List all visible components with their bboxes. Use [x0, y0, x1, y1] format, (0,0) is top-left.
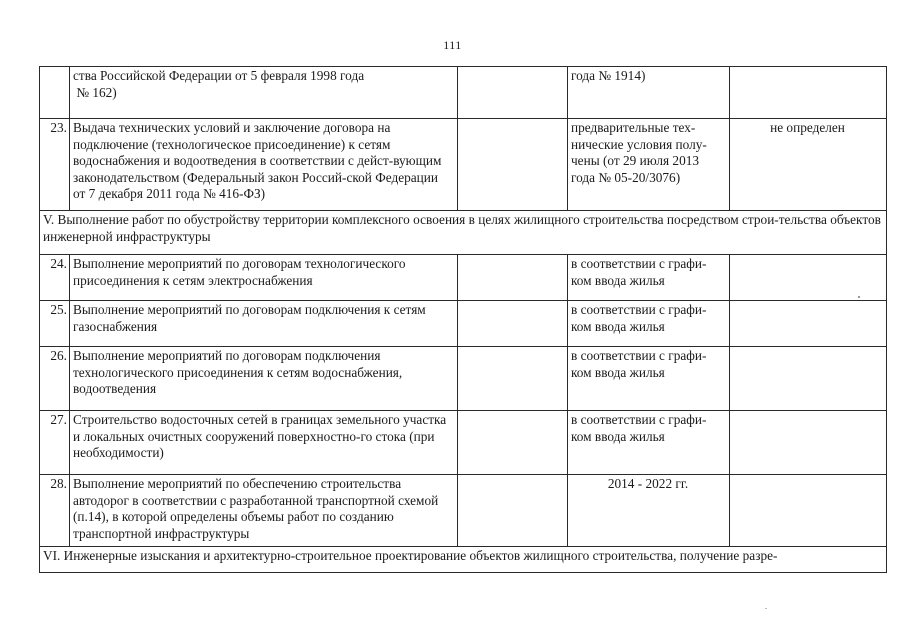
section-row: [40, 211, 887, 255]
scan-speck: [765, 608, 767, 609]
empty-cell: [458, 301, 568, 347]
empty-cell: [458, 255, 568, 301]
row-number: 23.: [40, 119, 70, 211]
activity-cell: ства Российской Федерации от 5 февраля 1998 года № 162): [70, 67, 458, 119]
empty-cell: [730, 347, 887, 411]
scan-speck: [858, 296, 860, 298]
section-heading-vi: VI. Инженерные изыскания и архитектурно-строительное проектирование объектов жилищного строительства, получение разре-: [40, 547, 887, 573]
row-number: 25.: [40, 301, 70, 347]
deadline-cell: в соответствии с графи-ком ввода жилья: [568, 411, 730, 475]
deadline-cell: года № 1914): [568, 67, 730, 119]
empty-cell: [458, 347, 568, 411]
status-cell: не определен: [730, 119, 887, 211]
activities-table: [39, 66, 887, 573]
activity-cell: Выполнение мероприятий по договорам технологического присоединения к сетям электроснабжения: [70, 255, 458, 301]
row-number: 24.: [40, 255, 70, 301]
section-row: [40, 547, 887, 573]
empty-cell: [730, 255, 887, 301]
activity-cell: Выполнение мероприятий по договорам подключения технологического присоединения к сетям водоснабжения, водоотведения: [70, 347, 458, 411]
table-row: [40, 411, 887, 475]
row-number: 27.: [40, 411, 70, 475]
empty-cell: [458, 119, 568, 211]
empty-cell: [730, 67, 887, 119]
table-row: [40, 255, 887, 301]
empty-cell: [730, 411, 887, 475]
page-number: 111: [443, 38, 462, 52]
activity-cell: Выполнение мероприятий по обеспечению строительства автодорог в соответствии с разработанной транспортной схемой (п.14), в которой определены объемы работ по созданию транспортной инфраструктуры: [70, 475, 458, 547]
section-heading-v: V. Выполнение работ по обустройству территории комплексного освоения в целях жилищного строительства посредством строи-тельства объектов инженерной инфраструктуры: [40, 211, 887, 255]
activity-cell: Выполнение мероприятий по договорам подключения к сетям газоснабжения: [70, 301, 458, 347]
deadline-cell: 2014 - 2022 гг.: [568, 475, 730, 547]
activity-cell: Строительство водосточных сетей в границах земельного участка и локальных очистных сооружений поверхностно-го стока (при необходимости): [70, 411, 458, 475]
deadline-cell: в соответствии с графи-ком ввода жилья: [568, 255, 730, 301]
empty-cell: [730, 475, 887, 547]
empty-cell: [730, 301, 887, 347]
row-number: [40, 67, 70, 119]
empty-cell: [458, 411, 568, 475]
deadline-cell: предварительные тех-нические условия полу-чены (от 29 июля 2013 года № 05-20/3076): [568, 119, 730, 211]
empty-cell: [458, 475, 568, 547]
empty-cell: [458, 67, 568, 119]
table-row: [40, 301, 887, 347]
row-number: 26.: [40, 347, 70, 411]
deadline-cell: в соответствии с графи-ком ввода жилья: [568, 347, 730, 411]
table-row: [40, 347, 887, 411]
table-row: [40, 67, 887, 119]
deadline-cell: в соответствии с графи-ком ввода жилья: [568, 301, 730, 347]
activity-cell: Выдача технических условий и заключение договора на подключение (технологическое присоединение) к сетям водоснабжения и водоотведения в соответствии с дейст-вующим законодательством (Федеральный закон Россий-ской Федерации от 7 декабря 2011 года № 416-ФЗ): [70, 119, 458, 211]
table-row: [40, 119, 887, 211]
row-number: 28.: [40, 475, 70, 547]
table-row: [40, 475, 887, 547]
